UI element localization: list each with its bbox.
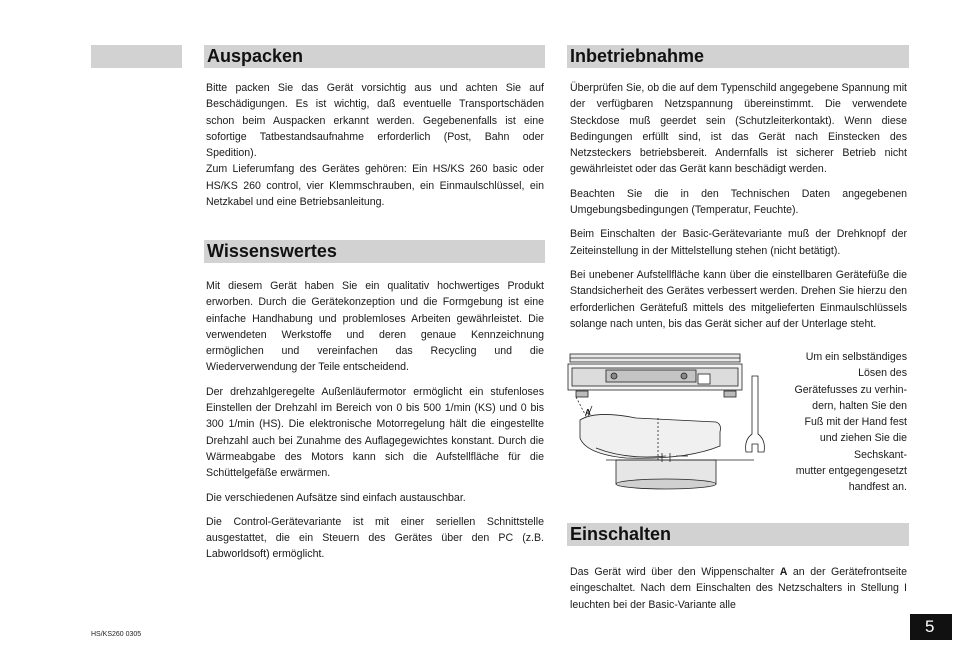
caption-line: und ziehen Sie die [819,432,907,445]
heading-einschalten: Einschalten [567,523,909,546]
switch-label-a: A [779,566,788,578]
einschalten-text-end: an der Gerätefrontseite eingeschaltet. Nach dem Einschalten des Netzschalters in Stellung I leuchten bei der Basic-Variante alle [570,566,908,611]
einschalten-text-start: Das Gerät wird über den Wippenschalter [570,566,780,578]
heading-auspacken: Auspacken [204,45,545,68]
section-auspacken-body [206,80,544,218]
caption-line: dern, halten Sie den [812,399,907,412]
caption-line: Um ein selbständiges [805,351,907,363]
caption-line: Lösen des [858,367,907,380]
wissenswertes-paragraph-1: Mit diesem Gerät haben Sie ein qualitativ hochwertiges Produkt erworben. Durch die Gerätekonzeption und die Formgebung ist eine einfache Handhabung und problemloses Arbeiten gewährleistet. Die verwendeten Werkstoffe und deren genaue Kennzeichnung ermöglichen und vereinfachen das Recycling und die Wiederverwendung der Teile entscheidend. [206,280,544,374]
auspacken-paragraph-1: Bitte packen Sie das Gerät vorsichtig aus und achten Sie auf Beschädigungen. Es ist wichtig, daß eventuelle Transportschäden schon beim Auspacken erkannt werden. Gegebenenfalls ist eine sofortige Tatbestandsaufnahme erforderlich (Post, Bahn oder Spedition). [206,82,544,160]
einschalten-paragraph-1 [570,564,907,613]
caption-line: mutter entgegengesetzt [795,465,907,478]
section-inbetriebnahme-body [570,80,907,332]
inbetriebnahme-paragraph-2: Beachten Sie die in den Technischen Daten angegebenen Umgebungsbedingungen (Temperatur, Feuchte). [570,187,907,217]
caption-line: Sechskant- [854,448,907,461]
inbetriebnahme-paragraph-3: Beim Einschalten der Basic-Gerätevariante muß der Drehknopf der Zeiteinstellung in der Mittelstellung stehen (nicht betätigt). [570,228,907,257]
section-einschalten-body [570,564,907,613]
side-marker-bar [91,45,182,68]
inbetriebnahme-paragraph-4: Bei unebener Aufstellfläche kann über die einstellbaren Gerätefüße die Standsicherheit des Gerätes verbessert werden. Drehen Sie hierzu den erforderlichen Gerätefuß mittels des mitgelieferten Einmaulschlüssels solange nach unten, bis das Gerät sicher auf der Unterlage steht. [570,268,907,330]
inbetriebnahme-paragraph-1: Überprüfen Sie, ob die auf dem Typenschild angegebene Spannung mit der verfügbaren Netzspannung übereinstimmt. Die verwendete Steckdose muß geerdet sein (Schutzleiterkontakt). Wenn diese Bedingungen erfüllt sind, ist das Gerät nach Einstecken des Netzsteckers betriebsbereit. Andernfalls ist sicherer Betrieb nicht gewährleistet oder das Gerät kann beschädigt werden. [570,82,907,176]
heading-inbetriebnahme: Inbetriebnahme [567,45,909,68]
caption-line: Gerätefusses zu verhin- [794,383,907,396]
device-drawing [566,348,770,496]
wissenswertes-paragraph-4: Die Control-Gerätevariante ist mit einer seriellen Schnittstelle ausgestattet, die ein Steuern des Gerätes über den PC (z.B. Labworldsoft) ermöglicht. [206,515,544,561]
caption-line: Fuß mit der Hand fest [804,416,907,429]
heading-wissenswertes: Wissenswertes [204,240,545,263]
figure-caption [770,349,907,496]
device-foot-illustration [566,348,770,496]
figure-label-a: A [585,408,591,417]
wissenswertes-paragraph-3: Die verschiedenen Aufsätze sind einfach austauschbar. [206,491,466,504]
wissenswertes-paragraph-2: Der drehzahlgeregelte Außenläufermotor ermöglicht ein stufenloses Einstellen der Drehzahl im Bereich von 0 bis 500 1/min (KS) und 0 bis 300 1/min (HS). Die elektronische Motorregelung hält die eingestellte Drehzahl auch bei Zunahme des Auflagegewichtes konstant. Durch die Wärmeabgabe des Motors kann sich die Aufstellfläche für die Schüttelgefäße erwärmen. [206,385,544,480]
page-number: 5 [910,614,952,640]
section-wissenswertes-body [206,278,544,571]
caption-line: handfest an. [848,481,907,494]
auspacken-paragraph-2: Zum Lieferumfang des Gerätes gehören: Ein HS/KS 260 basic oder HS/KS 260 control, vier Klemmschrauben, ein Einmaulschlüssel, ein Netzkabel und eine Betriebsanleitung. [206,163,544,209]
document-code: HS/KS260 0305 [91,631,142,638]
